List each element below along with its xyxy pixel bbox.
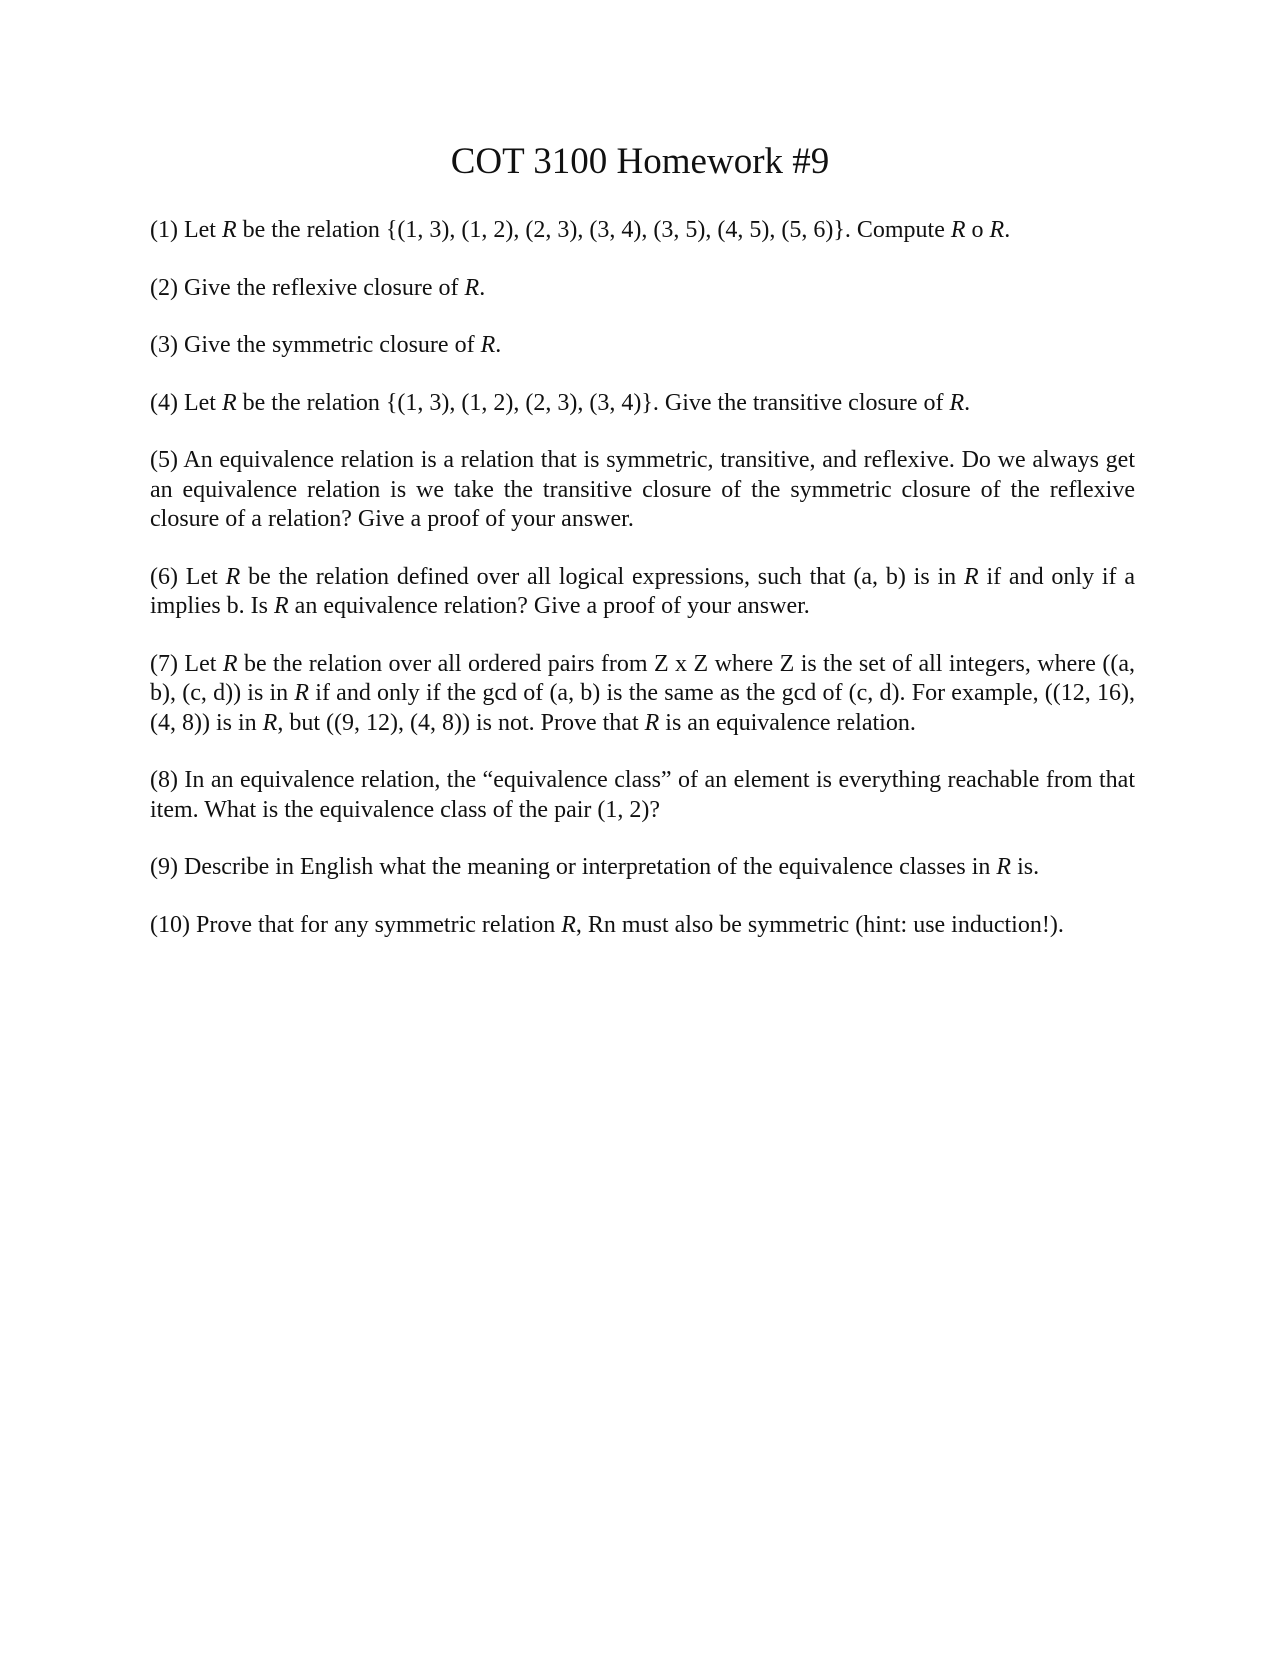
problem-text: an equivalence relation? Give a proof of your answer.	[288, 593, 810, 619]
problem-text: .	[964, 389, 971, 416]
problem-9	[150, 853, 1135, 883]
problem-text: (10) Prove that for any symmetric relation	[150, 911, 562, 938]
problem-7	[150, 650, 1135, 739]
problem-list	[150, 216, 1135, 968]
problem-text: be the relation defined over all logical expressions, such that (a, b) is in	[240, 563, 964, 590]
problem-text: (3) Give the symmetric closure of	[150, 332, 481, 358]
problem-text: is.	[1011, 854, 1040, 880]
math-variable: R	[262, 709, 278, 736]
document-title: COT 3100 Homework #9	[450, 141, 830, 182]
math-variable: R	[949, 389, 965, 416]
problem-text: o	[965, 217, 990, 243]
problem-text: is an equivalence relation.	[659, 709, 916, 736]
math-variable: R	[294, 680, 310, 706]
math-variable: R	[950, 217, 966, 243]
problem-text: (6) Let	[150, 563, 226, 590]
math-variable: R	[221, 389, 237, 416]
problem-text: if and only if the gcd of (a, b) is the same as the gcd of (c, d). For example, ((12, 16), (4, 8)) is in	[150, 680, 1136, 736]
math-variable: R	[644, 709, 660, 736]
problem-text: be the relation over all ordered pairs from Z x Z where Z is the set of all integers, where ((a, b), (c, d)) is in	[150, 650, 1135, 706]
math-variable: R	[222, 650, 238, 677]
problem-2	[150, 274, 1135, 304]
problem-1	[150, 216, 1135, 246]
problem-text: (8) In an equivalence relation, the “equivalence class” of an element is everything reachable from that item. What is the equivalence class of the pair (1, 2)?	[150, 767, 1135, 823]
math-variable: R	[221, 217, 237, 243]
problem-text: be the relation {(1, 3), (1, 2), (2, 3), (3, 4), (3, 5), (4, 5), (5, 6)}. Compute	[236, 217, 951, 243]
problem-8	[150, 766, 1135, 825]
problem-text: (4) Let	[150, 389, 222, 416]
problem-text: .	[1004, 217, 1011, 243]
problem-text: , Rn must also be symmetric (hint: use induction!).	[575, 911, 1064, 938]
problem-text: (1) Let	[150, 217, 222, 243]
problem-5	[150, 446, 1135, 535]
math-variable: R	[963, 563, 979, 590]
problem-text: .	[495, 332, 502, 358]
problem-text: (5) An equivalence relation is a relation that is symmetric, transitive, and reflexive. Do we always get an equivalence relation is we take the transitive closure of the symmetric closure of the reflexive closure of a relation? Give a proof of your answer.	[150, 447, 1135, 532]
problem-6	[150, 563, 1135, 622]
math-variable: R	[464, 274, 480, 301]
problem-text: (7) Let	[150, 650, 223, 677]
problem-4	[150, 389, 1135, 419]
math-variable: R	[480, 332, 496, 358]
math-variable: R	[989, 217, 1005, 243]
math-variable: R	[561, 911, 576, 938]
math-variable: R	[225, 563, 241, 590]
problem-3	[150, 331, 1135, 361]
math-variable: R	[996, 854, 1012, 880]
problem-text: , but ((9, 12), (4, 8)) is not. Prove that	[277, 709, 645, 736]
problem-text: (2) Give the reflexive closure of	[150, 274, 465, 301]
problem-text: be the relation {(1, 3), (1, 2), (2, 3), (3, 4)}. Give the transitive closure of	[236, 389, 950, 416]
problem-text: (9) Describe in English what the meaning or interpretation of the equivalence classes in	[150, 854, 997, 880]
problem-text: if and only if a implies b. Is	[150, 563, 1136, 619]
math-variable: R	[274, 593, 289, 619]
problem-10	[150, 911, 1135, 941]
problem-text: .	[479, 274, 486, 301]
